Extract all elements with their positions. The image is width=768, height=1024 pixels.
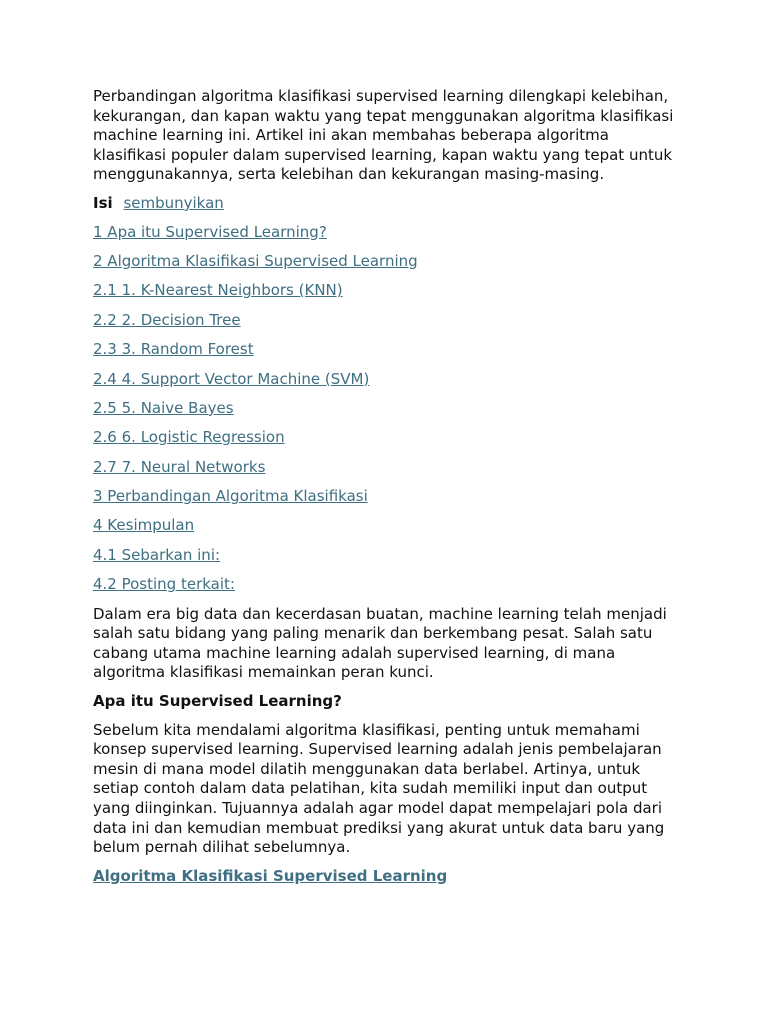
toc-item bbox=[93, 458, 678, 478]
toc-item bbox=[93, 311, 678, 331]
toc-item bbox=[93, 428, 678, 448]
section-heading-algoritma bbox=[93, 867, 678, 887]
toc-item bbox=[93, 223, 678, 243]
body-paragraph-1: Dalam era big data dan kecerdasan buatan, machine learning telah menjadi salah satu bidang yang paling menarik dan berkembang pesat. Salah satu cabang utama machine learning adalah supervised learning, di mana algoritma klasifikasi memainkan peran kunci. bbox=[93, 604, 667, 682]
toc-item bbox=[93, 575, 678, 595]
toc-item bbox=[93, 252, 678, 272]
toc-link-posting-terkait[interactable]: 4.2 Posting terkait: bbox=[93, 575, 235, 594]
toc-item bbox=[93, 399, 678, 419]
toc-link-perbandingan[interactable]: 3 Perbandingan Algoritma Klasifikasi bbox=[93, 487, 368, 506]
toc-item bbox=[93, 516, 678, 536]
toc-link-knn[interactable]: 2.1 1. K-Nearest Neighbors (KNN) bbox=[93, 281, 343, 300]
toc-item bbox=[93, 487, 678, 507]
toc-link-logistic-regression[interactable]: 2.6 6. Logistic Regression bbox=[93, 428, 285, 447]
toc-link-apa-itu[interactable]: 1 Apa itu Supervised Learning? bbox=[93, 222, 327, 241]
toc-link-decision-tree[interactable]: 2.2 2. Decision Tree bbox=[93, 310, 241, 329]
toc-toggle-link[interactable]: sembunyikan bbox=[123, 193, 224, 212]
toc-label: Isi bbox=[93, 193, 113, 212]
toc-item bbox=[93, 340, 678, 360]
toc-list bbox=[93, 223, 678, 595]
toc-link-svm[interactable]: 2.4 4. Support Vector Machine (SVM) bbox=[93, 369, 370, 388]
toc-link-random-forest[interactable]: 2.3 3. Random Forest bbox=[93, 340, 254, 359]
toc-header bbox=[93, 194, 678, 214]
toc-item bbox=[93, 370, 678, 390]
toc-item bbox=[93, 546, 678, 566]
toc-link-kesimpulan[interactable]: 4 Kesimpulan bbox=[93, 516, 195, 535]
toc-link-algoritma[interactable]: 2 Algoritma Klasifikasi Supervised Learning bbox=[93, 251, 418, 270]
section-heading-algoritma-link[interactable]: Algoritma Klasifikasi Supervised Learning bbox=[93, 866, 448, 885]
toc-link-sebarkan[interactable]: 4.1 Sebarkan ini: bbox=[93, 545, 221, 564]
body-paragraph-2: Sebelum kita mendalami algoritma klasifikasi, penting untuk memahami konsep supervised learning. Supervised learning adalah jenis pembelajaran mesin di mana model dilatih menggunakan data berlabel. Artinya, untuk setiap contoh dalam data pelatihan, kita sudah memiliki input dan output yang diinginkan. Tujuannya adalah agar model dapat mempelajari pola dari data ini dan kemudian membuat prediksi yang akurat untuk data baru yang belum pernah dilihat sebelumnya. bbox=[93, 720, 665, 857]
toc-item bbox=[93, 281, 678, 301]
section-heading-supervised: Apa itu Supervised Learning? bbox=[93, 692, 342, 711]
toc-link-naive-bayes[interactable]: 2.5 5. Naive Bayes bbox=[93, 398, 234, 417]
intro-paragraph: Perbandingan algoritma klasifikasi supervised learning dilengkapi kelebihan, kekurangan, dan kapan waktu yang tepat menggunakan algoritma klasifikasi machine learning ini. Artikel ini akan membahas beberapa algoritma klasifikasi populer dalam supervised learning, kapan waktu yang tepat untuk menggunakannya, serta kelebihan dan kekurangan masing-masing. bbox=[93, 87, 674, 184]
toc-link-neural-networks[interactable]: 2.7 7. Neural Networks bbox=[93, 457, 266, 476]
